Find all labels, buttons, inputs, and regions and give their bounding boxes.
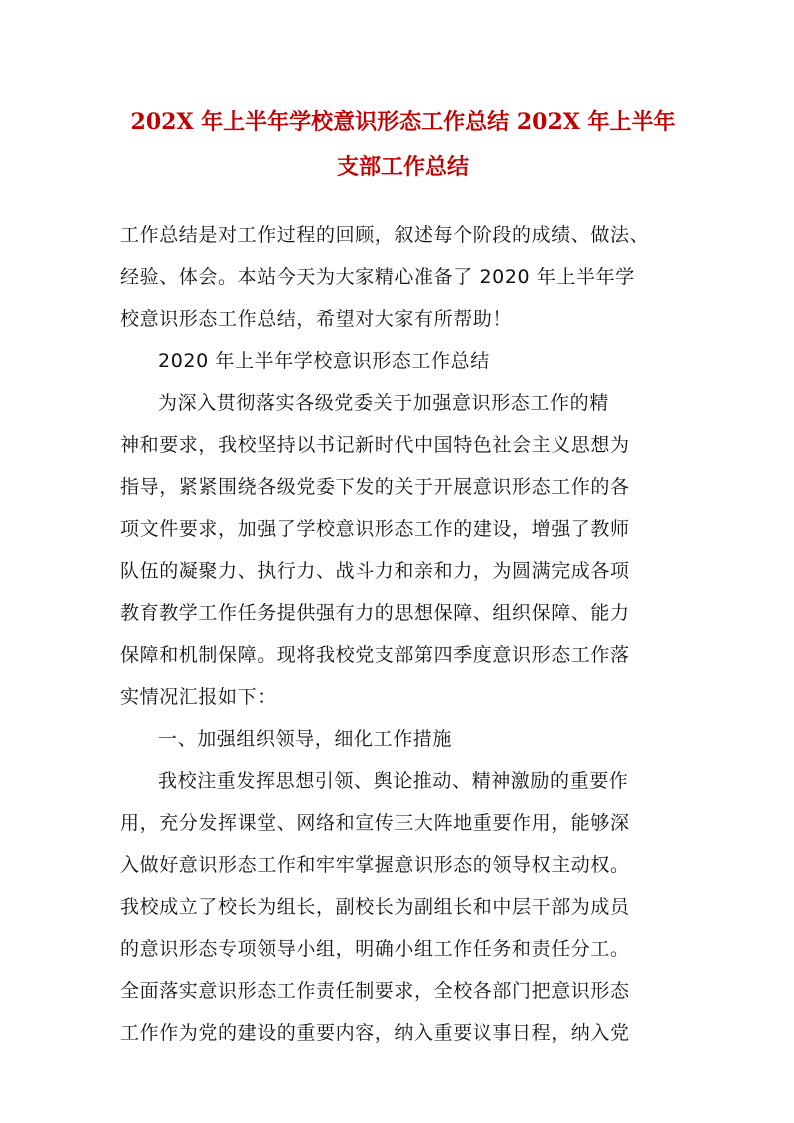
document-body <box>120 100 686 1054</box>
text-line: 的意识形态专项领导小组，明确小组工作任务和责任分工。 <box>120 938 630 960</box>
text-line: 入做好意识形态工作和牢牢掌握意识形态的领导权主动权。 <box>120 854 630 876</box>
text-line: 用，充分发挥课堂、网络和宣传三大阵地重要作用，能够深 <box>120 812 630 834</box>
text-line: 队伍的凝聚力、执行力、战斗力和亲和力，为圆满完成各项 <box>120 560 630 582</box>
text-line: 校意识形态工作总结，希望对大家有所帮助！ <box>120 308 513 330</box>
section-heading-1: 一、加强组织领导，细化工作措施 <box>158 728 453 750</box>
section-subtitle: 2020 年上半年学校意识形态工作总结 <box>158 350 490 372</box>
text-line: 我校成立了校长为组长，副校长为副组长和中层干部为成员 <box>120 896 630 918</box>
title-line: 202X 年上半年学校意识形态工作总结 202X 年上半年 <box>130 109 676 135</box>
text-line: 我校注重发挥思想引领、舆论推动、精神激励的重要作 <box>158 770 629 792</box>
text-line: 全面落实意识形态工作责任制要求，全校各部门把意识形态 <box>120 980 630 1002</box>
text-line: 为深入贯彻落实各级党委关于加强意识形态工作的精 <box>158 392 609 414</box>
text-line: 教育教学工作任务提供强有力的思想保障、组织保障、能力 <box>120 602 630 624</box>
body-paragraph-2 <box>120 760 686 1054</box>
intro-paragraph <box>120 214 686 340</box>
text-line: 项文件要求，加强了学校意识形态工作的建设，增强了教师 <box>120 518 630 540</box>
text-line: 工作总结是对工作过程的回顾，叙述每个阶段的成绩、做法、 <box>120 224 650 246</box>
text-line: 保障和机制保障。现将我校党支部第四季度意识形态工作落 <box>120 644 630 666</box>
text-line: 经验、体会。本站今天为大家精心准备了 2020 年上半年学 <box>120 266 635 288</box>
text-line: 神和要求，我校坚持以书记新时代中国特色社会主义思想为 <box>120 434 630 456</box>
text-line: 指导，紧紧围绕各级党委下发的关于开展意识形态工作的各 <box>120 476 630 498</box>
text-line: 实情况汇报如下： <box>120 686 277 708</box>
text-line: 工作作为党的建设的重要内容，纳入重要议事日程，纳入党 <box>120 1022 630 1044</box>
document-title <box>120 100 686 190</box>
body-paragraph-1 <box>120 382 686 718</box>
title-line: 支部工作总结 <box>336 154 469 180</box>
